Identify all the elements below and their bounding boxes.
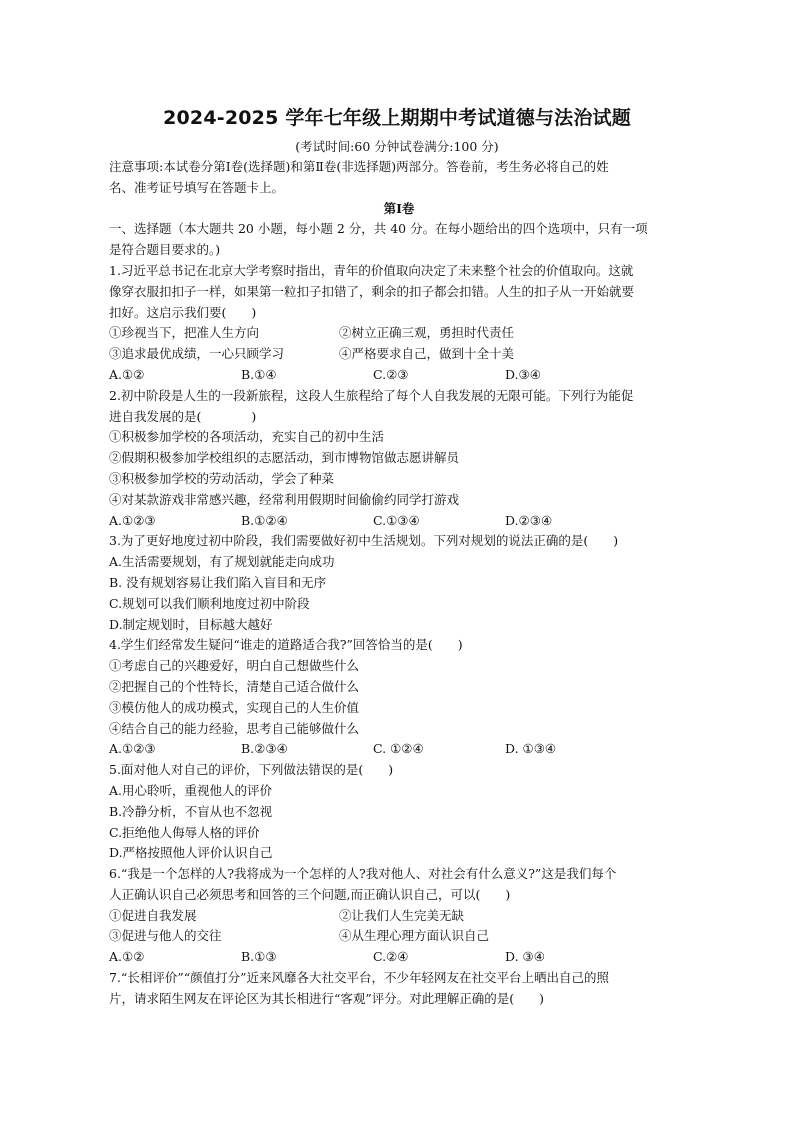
- instructions-line: 是符合题目要求的。): [109, 242, 221, 258]
- choice-c: C.②③: [373, 366, 409, 382]
- question-7-stem: 7.“长相评价”“颜值打分”近来风靡各大社交平台，不少年轻网友在社交平台上晒出自己的照: [109, 970, 609, 986]
- notice-line: 名、准考证号填写在答题卡上。: [109, 179, 285, 195]
- statement-item: ④对某款游戏非常感兴趣，经常利用假期时间偷偷约同学打游戏: [109, 491, 460, 507]
- choice-a: A.①②: [109, 366, 145, 382]
- choice-d: D. ①③④: [505, 741, 557, 757]
- exam-title: 2024-2025 学年七年级上期期中考试道德与法治试题: [163, 107, 631, 129]
- question-1-items: [109, 323, 689, 344]
- question-3-stem: 3.为了更好地度过初中阶段，我们需要做好初中生活规划。下列对规划的说法正确的是( ): [109, 533, 619, 549]
- question-2-stem: 2.初中阶段是人生的一段新旅程，这段人生旅程给了每个人自我发展的无限可能。下列行为能促: [109, 387, 634, 403]
- choice-a: A.①②③: [109, 512, 156, 528]
- question-1-stem: 像穿衣服扣扣子一样，如果第一粒扣子扣错了，剩余的扣子都会扣错。人生的扣子从一开始就要: [109, 283, 635, 299]
- choice-a: A.生活需要规划，有了规划就能走向成功: [109, 554, 335, 570]
- question-7-stem: 片，请求陌生网友在评论区为其长相进行“客观”评分。对此理解正确的是( ): [109, 990, 545, 1006]
- statement-item: ②树立正确三观，勇担时代责任: [339, 325, 515, 341]
- choice-d: D.严格按照他人评价认识自己: [109, 845, 273, 861]
- question-4-stem: 4.学生们经常发生疑问“谁走的道路适合我?”回答恰当的是( ): [109, 637, 463, 653]
- statement-item: ②让我们人生完美无缺: [339, 907, 465, 923]
- instructions-line: 一、选择题（本大题共 20 小题，每小题 2 分，共 40 分。在每小题给出的四个选项中，只有一项: [109, 221, 648, 237]
- statement-item: ①积极参加学校的各项活动，充实自己的初中生活: [109, 429, 385, 445]
- choice-c: C. ①②④: [373, 741, 424, 757]
- choice-c: C.规划可以我们顺利地度过初中阶段: [109, 595, 310, 611]
- question-1-stem: 扣好。这启示我们要( ): [109, 304, 257, 320]
- question-6-stem: 6.“我是一个怎样的人?我将成为一个怎样的人?我对他人、对社会有什么意义?”这是我们每个: [109, 866, 617, 882]
- choice-d: D.③④: [505, 366, 541, 382]
- choice-d: D.②③④: [505, 512, 553, 528]
- choice-d: D. ③④: [505, 949, 545, 965]
- choice-a: A.①②: [109, 949, 145, 965]
- statement-item: ④严格要求自己，做到十全十美: [339, 346, 515, 362]
- question-6-items: [109, 906, 689, 927]
- question-1-choices: [109, 365, 689, 386]
- question-1-items: [109, 344, 689, 365]
- question-4-choices: [109, 739, 689, 760]
- statement-item: ②假期积极参加学校组织的志愿活动，到市博物馆做志愿讲解员: [109, 450, 460, 466]
- question-1-stem: 1.习近平总书记在北京大学考察时指出，青年的价值取向决定了未来整个社会的价值取向。这就: [109, 262, 634, 278]
- statement-item: ②把握自己的个性特长，清楚自己适合做什么: [109, 678, 360, 694]
- choice-b: B.②③④: [241, 741, 288, 757]
- statement-item: ③促进与他人的交往: [109, 928, 222, 944]
- statement-item: ①珍视当下，把准人生方向: [109, 325, 260, 341]
- exam-body: [109, 157, 689, 1010]
- choice-a: A.用心聆听，重视他人的评价: [109, 782, 273, 798]
- section-heading: 第Ⅰ卷: [383, 200, 415, 216]
- choice-b: B.①②④: [241, 512, 288, 528]
- question-5-stem: 5.面对他人对自己的评价，下列做法错误的是( ): [109, 762, 394, 778]
- question-2-stem: 进自我发展的是( ): [109, 408, 257, 424]
- choice-d: D.制定规划时，目标越大越好: [109, 616, 273, 632]
- notice-line: 注意事项:本试卷分第Ⅰ卷(选择题)和第Ⅱ卷(非选择题)两部分。答卷前，考生务必将自己的姓: [109, 159, 609, 174]
- question-6-choices: [109, 947, 689, 968]
- question-2-choices: [109, 511, 689, 532]
- choice-b: B.冷静分析，不盲从也不忽视: [109, 803, 273, 819]
- statement-item: ④从生理心理方面认识自己: [339, 928, 490, 944]
- statement-item: ④结合自己的能力经验，思考自己能够做什么: [109, 720, 360, 736]
- choice-c: C.拒绝他人侮辱人格的评价: [109, 824, 260, 840]
- choice-b: B.①③: [241, 949, 277, 965]
- question-6-stem: 人正确认识自己必须思考和回答的三个问题,而正确认识自己，可以( ): [109, 886, 511, 902]
- question-6-items: [109, 926, 689, 947]
- choice-b: B.①④: [241, 366, 277, 382]
- choice-a: A.①②③: [109, 741, 156, 757]
- choice-c: C.②④: [373, 949, 409, 965]
- choice-c: C.①③④: [373, 512, 420, 528]
- exam-subtitle: (考试时间:60 分钟试卷满分:100 分): [295, 139, 499, 154]
- statement-item: ③追求最优成绩，一心只顾学习: [109, 346, 285, 362]
- statement-item: ③积极参加学校的劳动活动，学会了种菜: [109, 470, 335, 486]
- statement-item: ①促进自我发展: [109, 907, 197, 923]
- statement-item: ①考虑自己的兴趣爱好，明白自己想做些什么: [109, 658, 360, 674]
- choice-b: B. 没有规划容易让我们陷入盲目和无序: [109, 574, 327, 590]
- statement-item: ③模仿他人的成功模式，实现自己的人生价值: [109, 699, 360, 715]
